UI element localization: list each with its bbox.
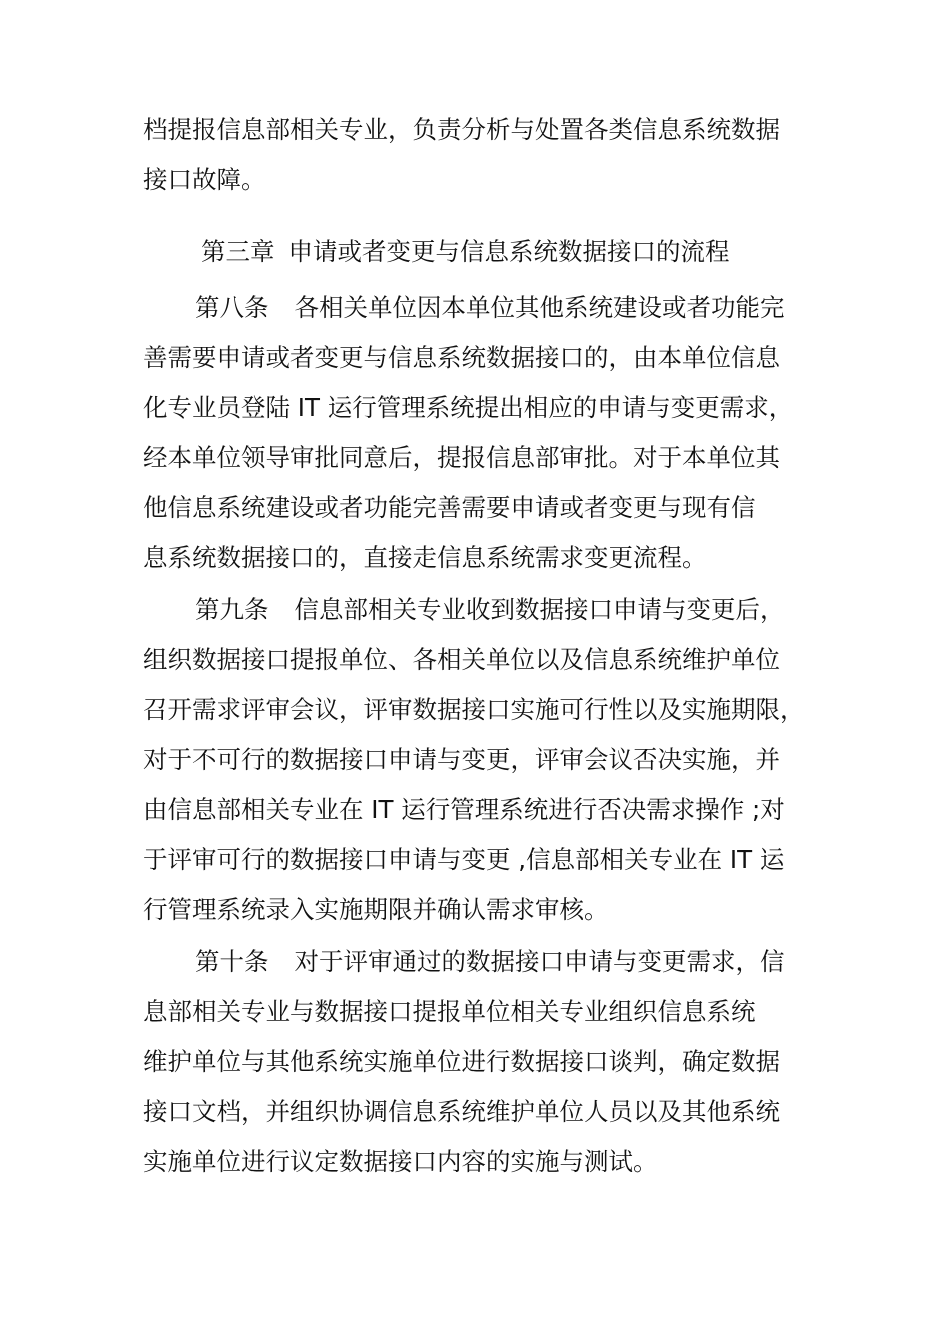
paragraph-line: 实施单位进行议定数据接口内容的实施与测试。 <box>143 1147 658 1176</box>
article-first-line <box>195 947 785 976</box>
paragraph-line: 息部相关专业与数据接口提报单位相关专业组织信息系统 <box>143 997 756 1026</box>
article-text: 各相关单位因本单位其他系统建设或者功能完 <box>294 293 785 322</box>
article-label: 第十条 <box>195 947 269 976</box>
paragraph-line: 他信息系统建设或者功能完善需要申请或者变更与现有信 <box>143 493 756 522</box>
paragraph-line: 善需要申请或者变更与信息系统数据接口的，由本单位信息 <box>143 343 780 372</box>
article-first-line <box>195 595 785 624</box>
paragraph-line: 行管理系统录入实施期限并确认需求审核。 <box>143 895 609 924</box>
paragraph-line: 化专业员登陆 IT 运行管理系统提出相应的申请与变更需求， <box>143 393 794 422</box>
paragraph-line: 组织数据接口提报单位、各相关单位以及信息系统维护单位 <box>143 645 780 674</box>
chapter-number: 第三章 <box>201 237 275 266</box>
article-first-line <box>195 293 785 322</box>
paragraph-line: 接口故障。 <box>143 165 266 194</box>
paragraph-line: 经本单位领导审批同意后，提报信息部审批。对于本单位其 <box>143 443 780 472</box>
paragraph-line: 维护单位与其他系统实施单位进行数据接口谈判，确定数据 <box>143 1047 780 1076</box>
article-text: 信息部相关专业收到数据接口申请与变更后， <box>294 595 785 624</box>
paragraph-line: 息系统数据接口的，直接走信息系统需求变更流程。 <box>143 543 707 572</box>
paragraph-line: 召开需求评审会议，评审数据接口实施可行性以及实施期限， <box>143 695 805 724</box>
paragraph-line: 对于不可行的数据接口申请与变更，评审会议否决实施，并 <box>143 745 780 774</box>
article-text: 对于评审通过的数据接口申请与变更需求，信 <box>294 947 785 976</box>
article-label: 第八条 <box>195 293 269 322</box>
paragraph-line: 接口文档，并组织协调信息系统维护单位人员以及其他系统 <box>143 1097 780 1126</box>
chapter-title: 申请或者变更与信息系统数据接口的流程 <box>288 237 730 266</box>
paragraph-line: 档提报信息部相关专业，负责分析与处置各类信息系统数据 <box>143 115 780 144</box>
paragraph-line: 于评审可行的数据接口申请与变更 ,信息部相关专业在 IT 运 <box>143 845 785 874</box>
chapter-heading <box>201 237 730 266</box>
paragraph-line: 由信息部相关专业在 IT 运行管理系统进行否决需求操作 ;对 <box>143 795 785 824</box>
article-label: 第九条 <box>195 595 269 624</box>
